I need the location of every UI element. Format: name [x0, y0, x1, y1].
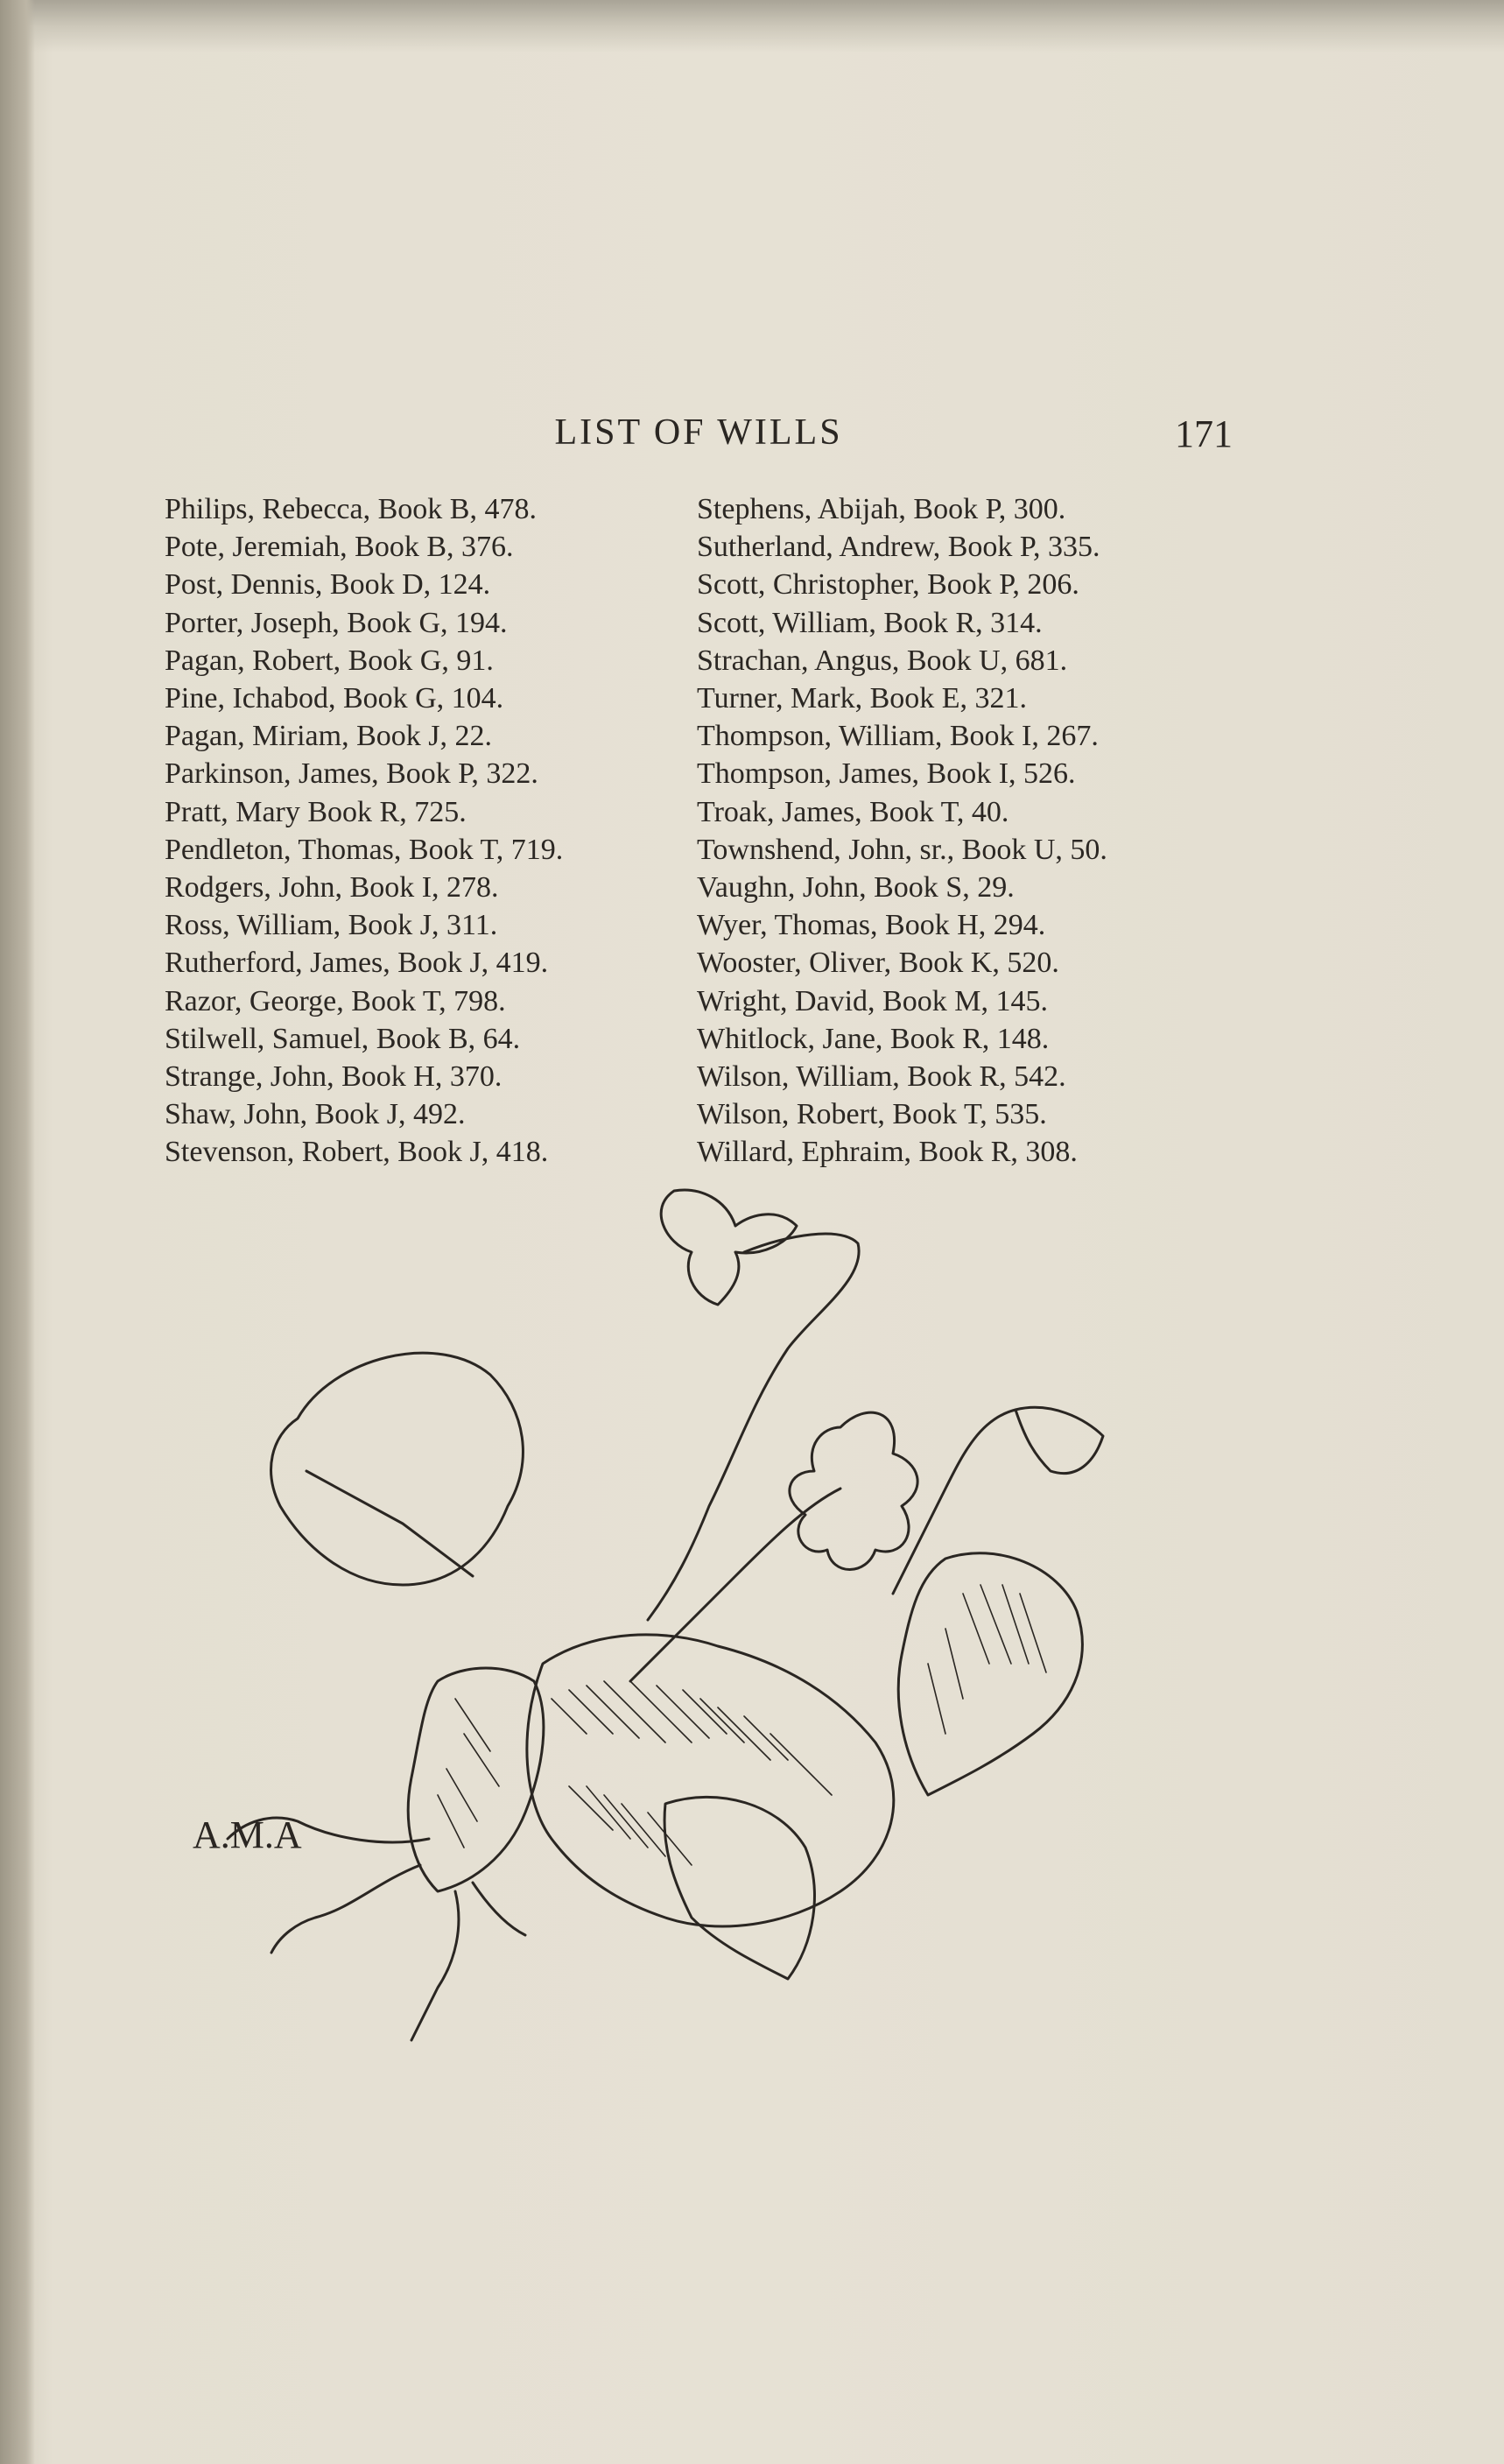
violet-plant-illustration — [175, 1173, 1208, 2049]
list-item: Stephens, Abijah, Book P, 300. — [697, 493, 1066, 525]
artist-signature: A.M.A — [193, 1813, 302, 1856]
wills-list-left-column — [165, 490, 725, 1172]
root-left-2 — [271, 1865, 420, 1953]
running-head — [165, 412, 1233, 464]
center-leaf-icon — [527, 1635, 894, 1926]
list-item: Wilson, William, Book R, 542. — [697, 1060, 1066, 1094]
list-item: Townshend, John, sr., Book U, 50. — [697, 833, 1107, 866]
top-flower-icon — [661, 1190, 797, 1305]
page-top-edge — [0, 0, 1504, 53]
list-item: Pine, Ichabod, Book G, 104. — [165, 682, 504, 715]
list-item: Sutherland, Andrew, Book P, 335. — [697, 531, 1100, 564]
bud-stem — [893, 1410, 1016, 1594]
list-item: Willard, Ephraim, Book R, 308. — [697, 1136, 1078, 1169]
list-item: Scott, Christopher, Book P, 206. — [697, 568, 1079, 602]
top-flower-stem — [648, 1234, 859, 1620]
list-item: Wooster, Oliver, Book K, 520. — [697, 947, 1059, 980]
list-item: Turner, Mark, Book E, 321. — [697, 682, 1028, 715]
list-item: Post, Dennis, Book D, 124. — [165, 568, 491, 602]
list-item: Wright, David, Book M, 145. — [697, 984, 1048, 1017]
page-number: 171 — [1175, 412, 1233, 455]
list-item: Strange, John, Book H, 370. — [165, 1060, 503, 1094]
bud-icon — [1016, 1407, 1103, 1473]
list-item: Ross, William, Book J, 311. — [165, 909, 498, 942]
list-item: Stevenson, Robert, Book J, 418. — [165, 1136, 549, 1169]
list-item: Troak, James, Book T, 40. — [697, 795, 1009, 828]
middle-flower-icon — [790, 1412, 917, 1569]
list-item: Whitlock, Jane, Book R, 148. — [697, 1022, 1050, 1055]
list-item: Vaughn, John, Book S, 29. — [697, 871, 1015, 905]
list-item: Thompson, William, Book I, 267. — [697, 720, 1099, 753]
list-item: Pote, Jeremiah, Book B, 376. — [165, 531, 514, 564]
list-item: Wilson, Robert, Book T, 535. — [697, 1098, 1047, 1131]
list-item: Philips, Rebecca, Book B, 478. — [165, 493, 537, 525]
lower-leaf-icon — [664, 1797, 814, 1979]
wills-list-right-column — [697, 490, 1257, 1172]
list-item: Porter, Joseph, Book G, 194. — [165, 606, 508, 639]
list-item: Razor, George, Book T, 798. — [165, 984, 506, 1017]
list-item: Pratt, Mary Book R, 725. — [165, 795, 467, 828]
list-item: Rutherford, James, Book J, 419. — [165, 947, 549, 980]
list-item: Parkinson, James, Book P, 322. — [165, 757, 538, 791]
list-item: Scott, William, Book R, 314. — [697, 606, 1043, 639]
list-item: Stilwell, Samuel, Book B, 64. — [165, 1022, 521, 1055]
root-bottom — [411, 1891, 459, 2040]
gutter-shadow — [0, 0, 35, 2464]
left-leaf-icon — [271, 1353, 524, 1585]
page-title: LIST OF WILLS — [554, 412, 843, 453]
list-item: Pagan, Robert, Book G, 91. — [165, 644, 494, 677]
root-bottom-2 — [473, 1883, 525, 1935]
list-item: Strachan, Angus, Book U, 681. — [697, 644, 1068, 677]
list-item: Pagan, Miriam, Book J, 22. — [165, 720, 492, 753]
root-stalk — [408, 1668, 544, 1891]
list-item: Pendleton, Thomas, Book T, 719. — [165, 833, 564, 866]
list-item: Shaw, John, Book J, 492. — [165, 1098, 466, 1131]
list-item: Wyer, Thomas, Book H, 294. — [697, 909, 1046, 942]
right-leaf-icon — [898, 1553, 1082, 1795]
plant-drawing-group — [228, 1190, 1103, 2040]
list-item: Thompson, James, Book I, 526. — [697, 757, 1076, 791]
list-item: Rodgers, John, Book I, 278. — [165, 871, 499, 905]
